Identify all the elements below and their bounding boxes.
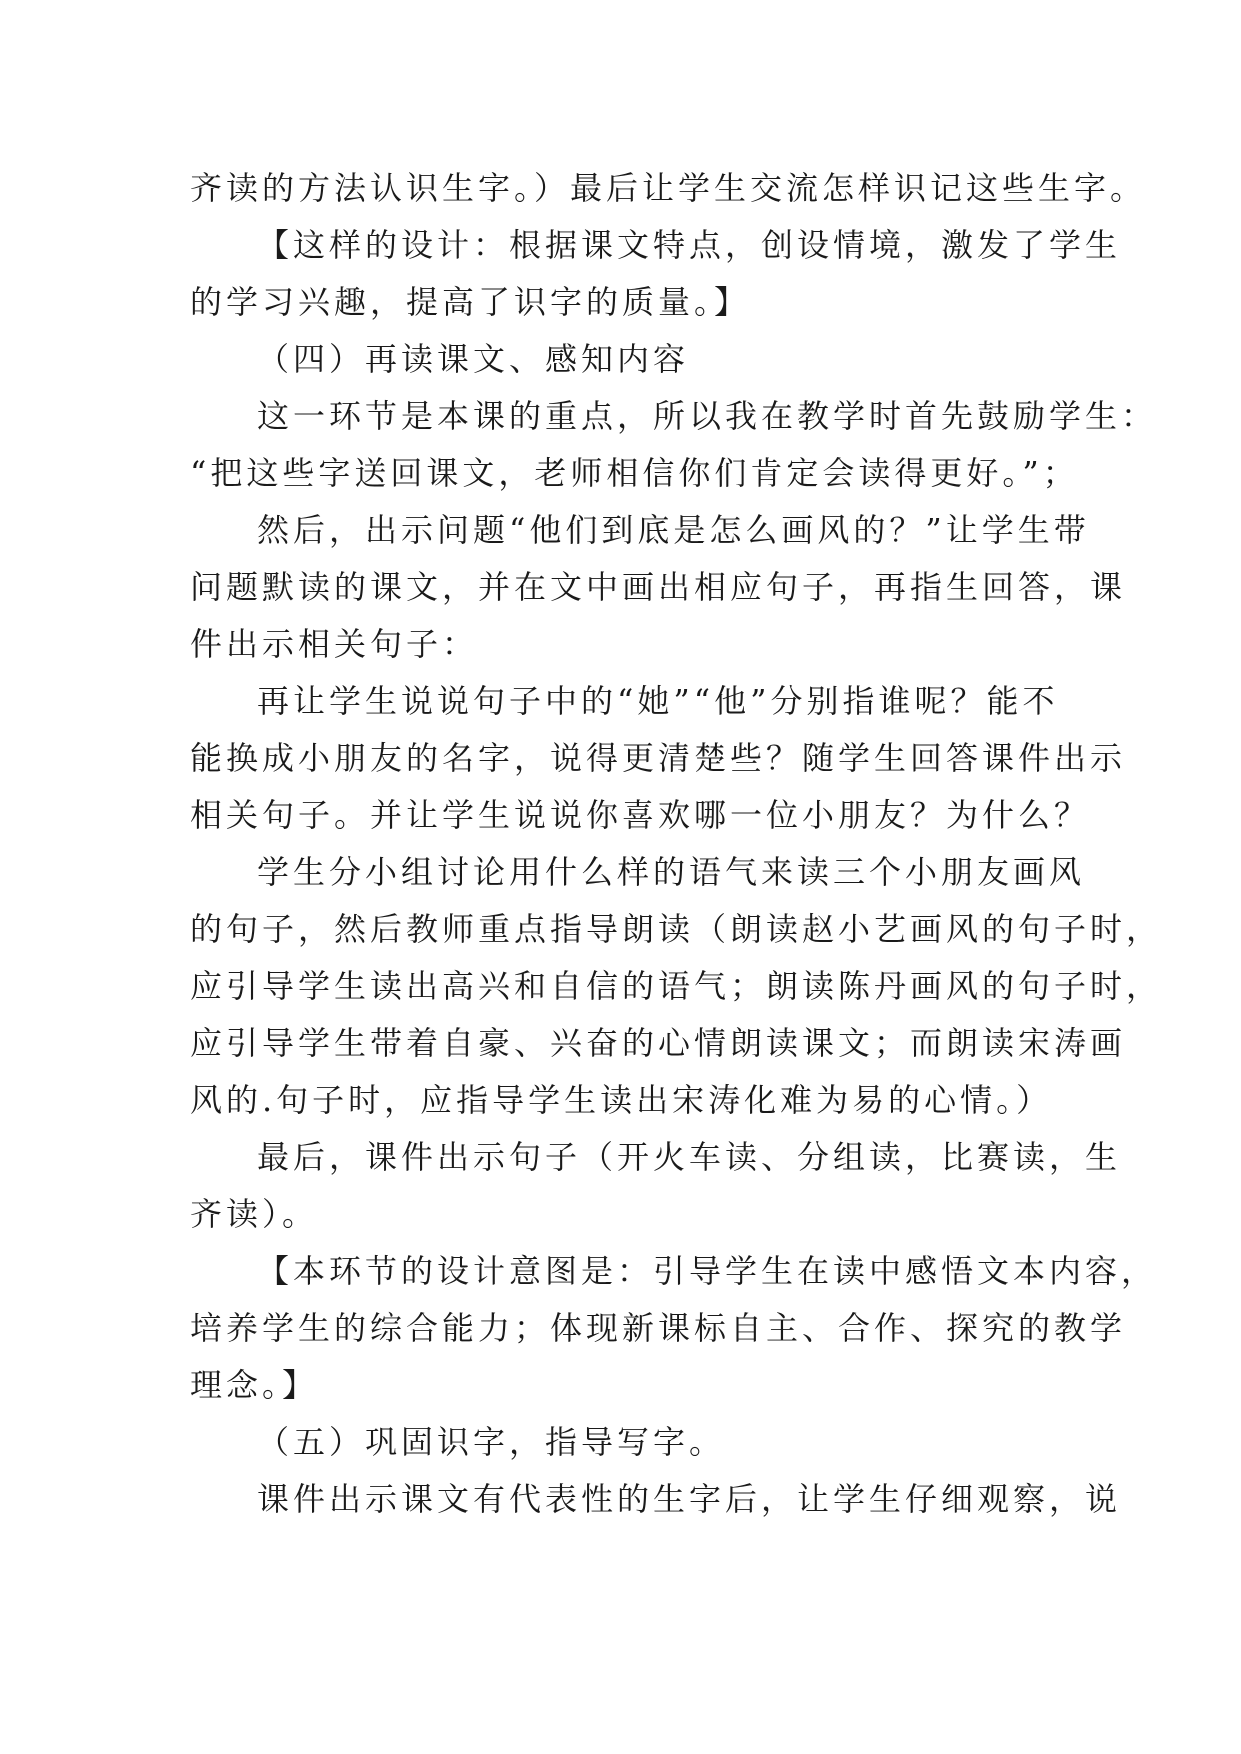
text-line: 理念。】: [190, 1366, 319, 1404]
section-heading: （五）巩固识字，指导写字。: [257, 1423, 726, 1461]
text-line: 然后，出示问题“他们到底是怎么画风的？”让学生带: [257, 511, 1090, 549]
text-line: 的学习兴趣，提高了识字的质量。】: [190, 283, 751, 321]
text-line: 培养学生的综合能力；体现新课标自主、合作、探究的教学: [190, 1309, 1127, 1347]
text-line: 件出示相关句子：: [190, 625, 479, 663]
text-line: 课件出示课文有代表性的生字后，让学生仔细观察，说: [257, 1480, 1122, 1518]
text-line: 相关句子。并让学生说说你喜欢哪一位小朋友？为什么？: [190, 796, 1091, 834]
text-line: “把这些字送回课文，老师相信你们肯定会读得更好。”；: [190, 454, 1079, 492]
text-line: 这一环节是本课的重点，所以我在教学时首先鼓励学生：: [257, 397, 1158, 435]
section-heading: （四）再读课文、感知内容: [257, 340, 690, 378]
text-line: 齐读）。: [190, 1195, 319, 1233]
text-line: 应引导学生带着自豪、兴奋的心情朗读课文；而朗读宋涛画: [190, 1024, 1127, 1062]
text-line: 【这样的设计：根据课文特点，创设情境，激发了学生: [257, 226, 1122, 264]
text-line: 【本环节的设计意图是：引导学生在读中感悟文本内容，: [257, 1252, 1158, 1290]
text-line: 的句子，然后教师重点指导朗读（朗读赵小艺画风的句子时，: [190, 910, 1163, 948]
text-line: 能换成小朋友的名字，说得更清楚些？随学生回答课件出示: [190, 739, 1127, 777]
text-line: 再让学生说说句子中的“她”“他”分别指谁呢？能不: [257, 682, 1059, 720]
text-line: 学生分小组讨论用什么样的语气来读三个小朋友画风: [257, 853, 1086, 891]
text-line: 问题默读的课文，并在文中画出相应句子，再指生回答，课: [190, 568, 1127, 606]
text-line: 最后，课件出示句子（开火车读、分组读，比赛读，生: [257, 1138, 1122, 1176]
text-line: 齐读的方法认识生字。）最后让学生交流怎样识记这些生字。: [190, 169, 1147, 207]
text-line: 应引导学生读出高兴和自信的语气；朗读陈丹画风的句子时，: [190, 967, 1163, 1005]
text-line: 风的.句子时，应指导学生读出宋涛化难为易的心情。）: [190, 1081, 1053, 1119]
